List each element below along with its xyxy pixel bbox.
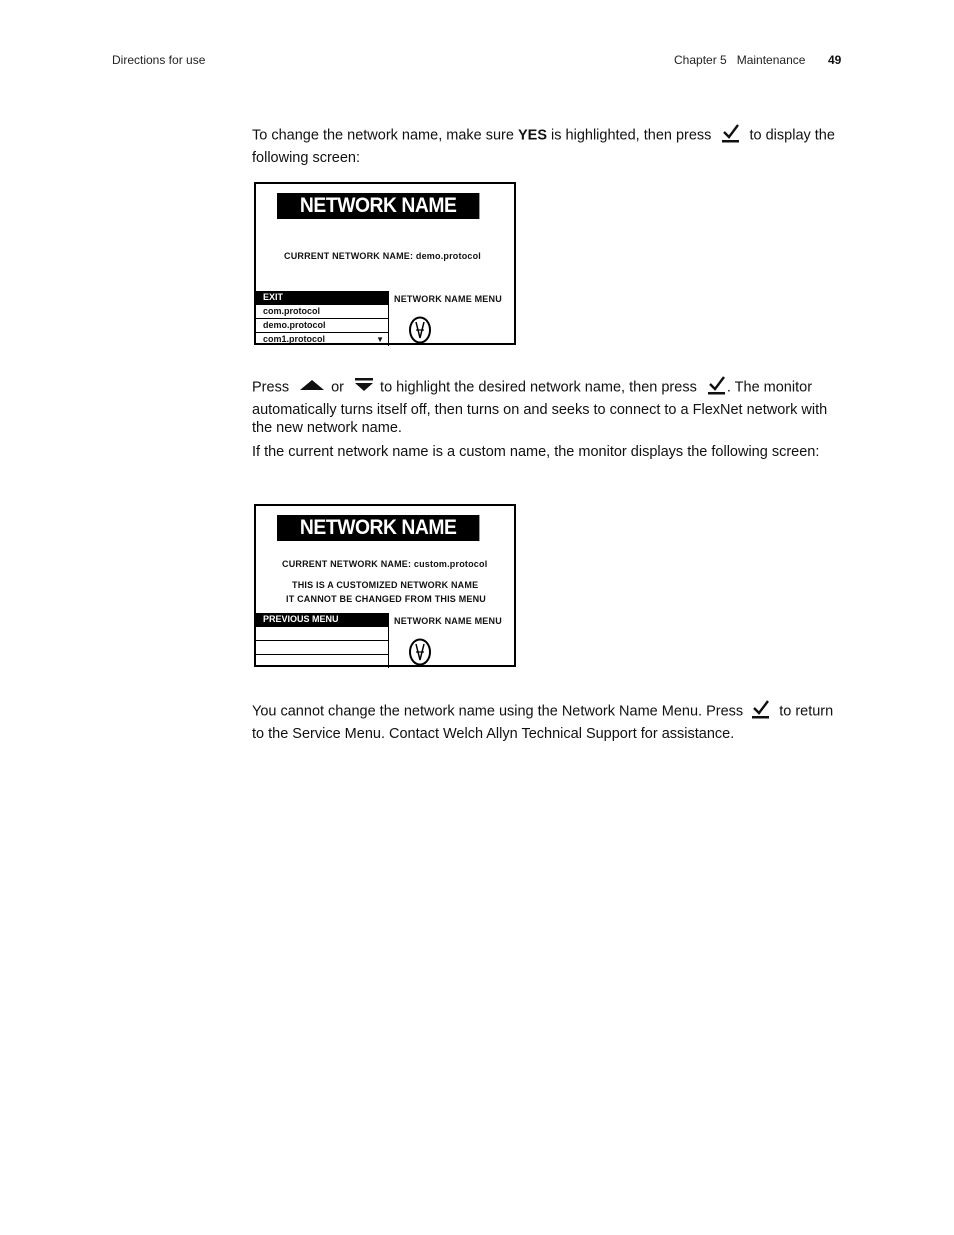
yes-keyword: YES [517, 127, 547, 144]
network-name-list [256, 291, 389, 346]
menu-item-empty [256, 627, 388, 641]
para2-or: or [331, 379, 345, 396]
down-arrow-button-icon [354, 377, 374, 399]
menu-list [256, 613, 389, 668]
para4-text-after: to return to the Service Menu. Contact Welch Allyn Technical Support for assistance. [252, 703, 834, 742]
current-network-name-label: CURRENT NETWORK NAME: demo.protocol [284, 251, 481, 261]
check-button-icon [707, 375, 727, 401]
page-number: 49 [828, 53, 842, 67]
running-header-chapter [674, 53, 805, 67]
paragraph-highlight-network [252, 375, 842, 438]
paragraph-change-network-name [252, 123, 842, 167]
menu-item-empty [256, 641, 388, 655]
menu-item-network[interactable]: com.protocol [256, 305, 388, 319]
section-label: Maintenance [736, 53, 806, 67]
screen-title: NETWORK NAME MENU [277, 515, 479, 541]
para2-mid: to highlight the desired network name, then press [380, 379, 697, 396]
menu-item-network[interactable]: demo.protocol [256, 319, 388, 333]
para2-end: . The monitor automatically turns itself off, then turns on and seeks to connect to a FlexNet network with the new network name. [252, 379, 828, 436]
check-button-icon [751, 699, 771, 725]
paragraph-cannot-change [252, 699, 842, 743]
menu-item-previous-menu[interactable]: PREVIOUS MENU [256, 613, 388, 627]
para1-text-middle: is highlighted, then press [547, 127, 716, 144]
up-arrow-button-icon [299, 378, 325, 398]
customized-notice-line-2: IT CANNOT BE CHANGED FROM THIS MENU [286, 594, 486, 604]
menu-item-exit[interactable]: EXIT [256, 291, 388, 305]
current-network-name-label: CURRENT NETWORK NAME: custom.protocol [282, 559, 488, 569]
welch-allyn-logo-icon [408, 638, 432, 671]
network-name-menu-screen-1 [254, 182, 516, 345]
scroll-down-indicator: ▼ [376, 335, 384, 344]
para4-text-before: You cannot change the network name using the Network Name Menu. Press [252, 703, 748, 720]
para1-text-before: To change the network name, make sure [252, 127, 518, 144]
network-name-menu-label: NETWORK NAME MENU [394, 616, 502, 626]
running-header-left: Directions for use [112, 53, 206, 67]
menu-item-network[interactable] [256, 333, 388, 346]
customized-notice-line-1: THIS IS A CUSTOMIZED NETWORK NAME [292, 580, 479, 590]
para1-text-after: to display the following screen: [252, 127, 835, 166]
network-name-menu-screen-2 [254, 504, 516, 667]
menu-item-label: com1.protocol [263, 334, 326, 344]
check-button-icon [721, 123, 741, 149]
para2-press: Press [252, 379, 290, 396]
chapter-label: Chapter 5 [674, 53, 727, 67]
network-name-menu-label: NETWORK NAME MENU [394, 294, 502, 304]
paragraph-custom-name: If the current network name is a custom name, the monitor displays the following screen: [252, 444, 820, 460]
menu-item-empty [256, 655, 388, 668]
welch-allyn-logo-icon [408, 316, 432, 349]
screen-title: NETWORK NAME MENU [277, 193, 479, 219]
